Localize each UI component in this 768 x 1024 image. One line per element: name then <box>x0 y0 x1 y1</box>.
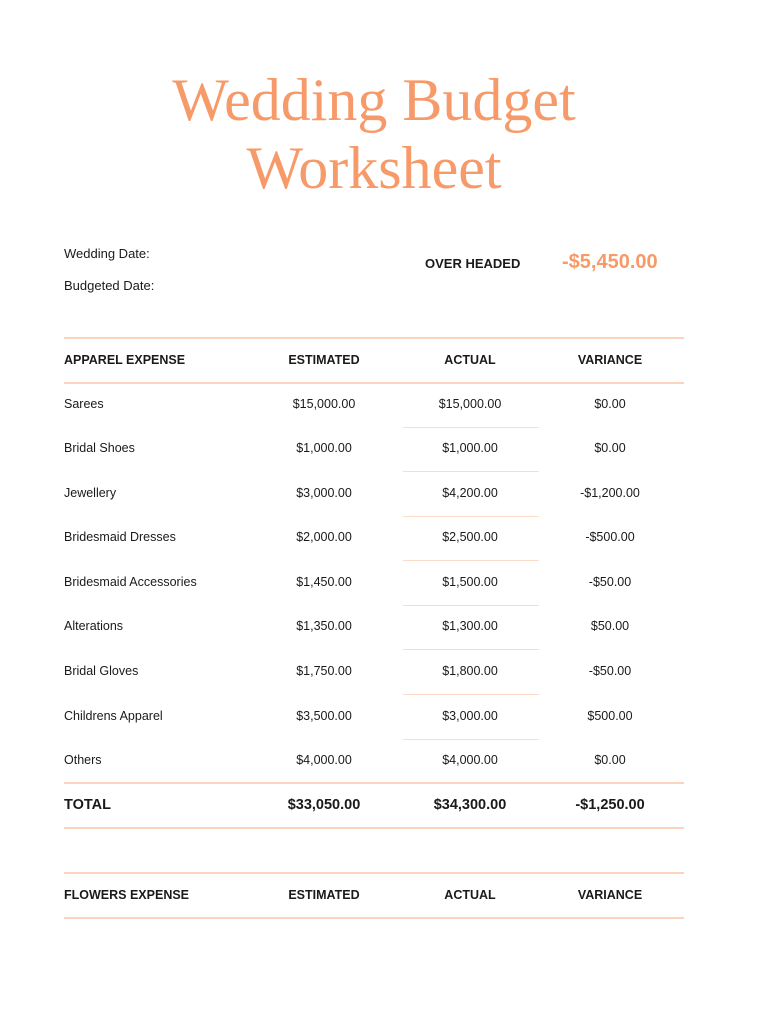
table-row <box>64 560 684 604</box>
row-name: Bridesmaid Accessories <box>64 575 197 589</box>
header-variance: VARIANCE <box>577 353 643 367</box>
table-row <box>64 649 684 693</box>
row-variance: $0.00 <box>594 441 626 455</box>
table-row <box>64 471 684 515</box>
total-label: TOTAL <box>64 797 111 813</box>
header-variance: VARIANCE <box>577 888 643 902</box>
table-header-row <box>64 338 684 382</box>
row-variance: $50.00 <box>590 619 630 633</box>
row-variance: -$50.00 <box>588 664 632 678</box>
row-estimated: $15,000.00 <box>292 397 356 411</box>
row-estimated: $3,000.00 <box>296 486 352 500</box>
row-actual: $1,000.00 <box>442 441 498 455</box>
total-estimated: $33,050.00 <box>287 797 361 813</box>
page-title <box>0 66 748 202</box>
table-row <box>64 426 684 470</box>
row-name: Childrens Apparel <box>64 709 163 723</box>
row-name: Jewellery <box>64 486 117 500</box>
header-actual: ACTUAL <box>444 888 496 902</box>
header-expense: FLOWERS EXPENSE <box>64 888 190 902</box>
row-variance: -$1,200.00 <box>580 486 640 500</box>
row-variance: $0.00 <box>594 397 626 411</box>
table-row <box>64 738 684 782</box>
row-estimated: $2,000.00 <box>296 530 352 544</box>
table-row <box>64 694 684 738</box>
title-line-1: Wedding Budget <box>172 67 576 133</box>
total-row <box>64 783 684 827</box>
row-actual: $1,800.00 <box>442 664 498 678</box>
table-header-row <box>64 873 684 917</box>
row-estimated: $1,350.00 <box>296 619 352 633</box>
total-bottom-rule <box>64 827 684 829</box>
row-actual: $1,500.00 <box>442 575 498 589</box>
table-row <box>64 515 684 559</box>
header-bottom-rule <box>64 917 684 919</box>
row-estimated: $3,500.00 <box>296 709 352 723</box>
over-headed-label: OVER HEADED <box>425 256 521 271</box>
wedding-date-label: Wedding Date: <box>64 246 150 261</box>
budgeted-date-label: Budgeted Date: <box>64 278 155 293</box>
total-variance: -$1,250.00 <box>575 797 645 813</box>
row-actual: $1,300.00 <box>442 619 498 633</box>
header-expense: APPAREL EXPENSE <box>64 353 186 367</box>
header-estimated: ESTIMATED <box>288 888 360 902</box>
row-estimated: $4,000.00 <box>296 753 352 767</box>
row-actual: $3,000.00 <box>442 709 498 723</box>
row-name: Alterations <box>64 619 124 633</box>
row-actual: $15,000.00 <box>438 397 502 411</box>
row-variance: -$50.00 <box>588 575 632 589</box>
header-estimated: ESTIMATED <box>288 353 360 367</box>
table-row <box>64 604 684 648</box>
row-name: Bridal Shoes <box>64 441 135 455</box>
row-variance: $500.00 <box>587 709 633 723</box>
row-actual: $4,000.00 <box>442 753 498 767</box>
row-name: Others <box>64 753 102 767</box>
title-line-2: Worksheet <box>246 135 502 201</box>
header-actual: ACTUAL <box>444 353 496 367</box>
table-row <box>64 382 684 426</box>
row-estimated: $1,750.00 <box>296 664 352 678</box>
row-actual: $4,200.00 <box>442 486 498 500</box>
row-estimated: $1,000.00 <box>296 441 352 455</box>
row-variance: $0.00 <box>594 753 626 767</box>
row-name: Sarees <box>64 397 104 411</box>
row-actual: $2,500.00 <box>442 530 498 544</box>
total-actual: $34,300.00 <box>433 797 507 813</box>
over-headed-value: -$5,450.00 <box>562 251 658 273</box>
row-variance: -$500.00 <box>585 530 635 544</box>
row-name: Bridesmaid Dresses <box>64 530 176 544</box>
row-name: Bridal Gloves <box>64 664 139 678</box>
row-estimated: $1,450.00 <box>296 575 352 589</box>
